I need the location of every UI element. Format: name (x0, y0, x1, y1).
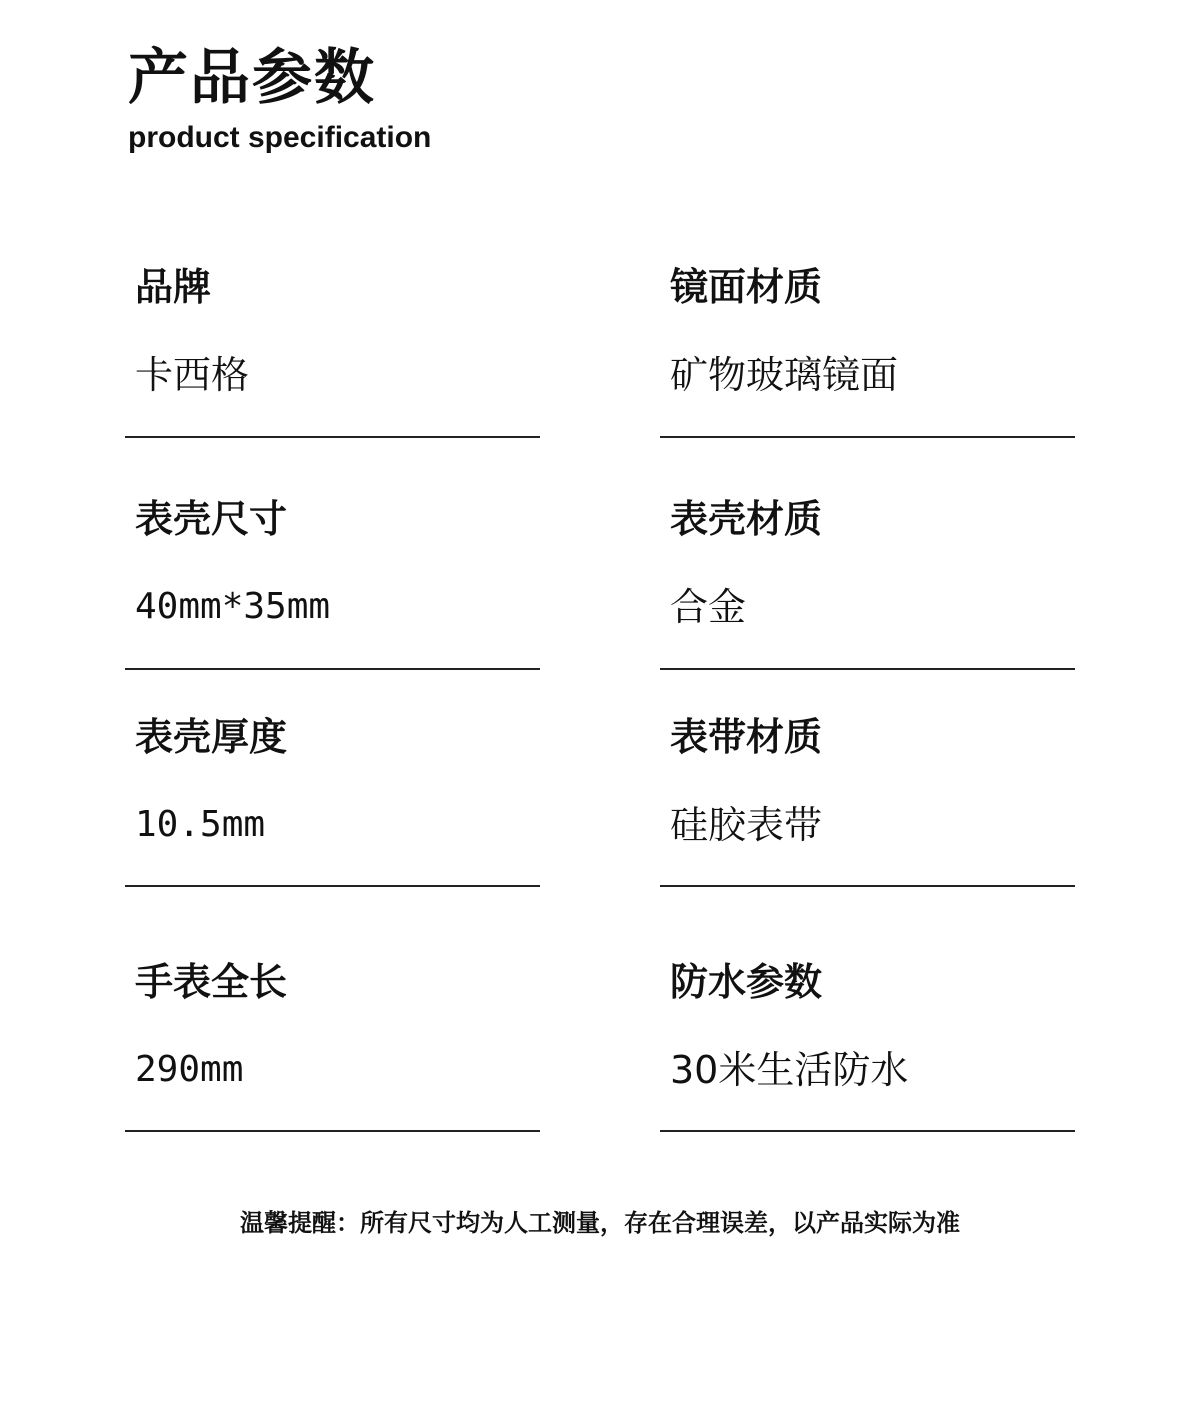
spec-label: 表壳尺寸 (135, 497, 288, 541)
spec-label: 表带材质 (670, 715, 823, 759)
spec-value: 290mm (135, 1049, 244, 1090)
spec-item-case-size (125, 482, 540, 670)
spec-item-strap-material (660, 700, 1075, 887)
spec-label: 表壳厚度 (135, 715, 288, 759)
spec-label: 手表全长 (135, 960, 288, 1004)
page-title: 产品参数 (128, 43, 376, 113)
spec-label: 品牌 (135, 265, 212, 309)
spec-value: 矿物玻璃镜面 (670, 353, 899, 397)
page-subtitle: product specification (128, 121, 432, 154)
spec-label: 镜面材质 (670, 265, 823, 309)
spec-item-lens-material (660, 250, 1075, 438)
spec-value: 合金 (670, 585, 747, 629)
spec-value: 10.5mm (135, 804, 266, 845)
spec-item-case-thickness (125, 700, 540, 887)
page-header (128, 38, 431, 158)
spec-value: 硅胶表带 (670, 803, 823, 847)
spec-value: 30米生活防水 (670, 1048, 909, 1092)
spec-item-brand (125, 250, 540, 438)
spec-value: 40mm*35mm (135, 586, 331, 627)
measurement-note: 温馨提醒：所有尺寸均为人工测量，存在合理误差，以产品实际为准 (240, 1209, 960, 1237)
spec-label: 表壳材质 (670, 497, 823, 541)
spec-item-water-resistance (660, 945, 1075, 1132)
spec-value: 卡西格 (135, 353, 250, 397)
spec-item-case-material (660, 482, 1075, 670)
spec-item-total-length (125, 945, 540, 1132)
spec-label: 防水参数 (670, 960, 823, 1004)
